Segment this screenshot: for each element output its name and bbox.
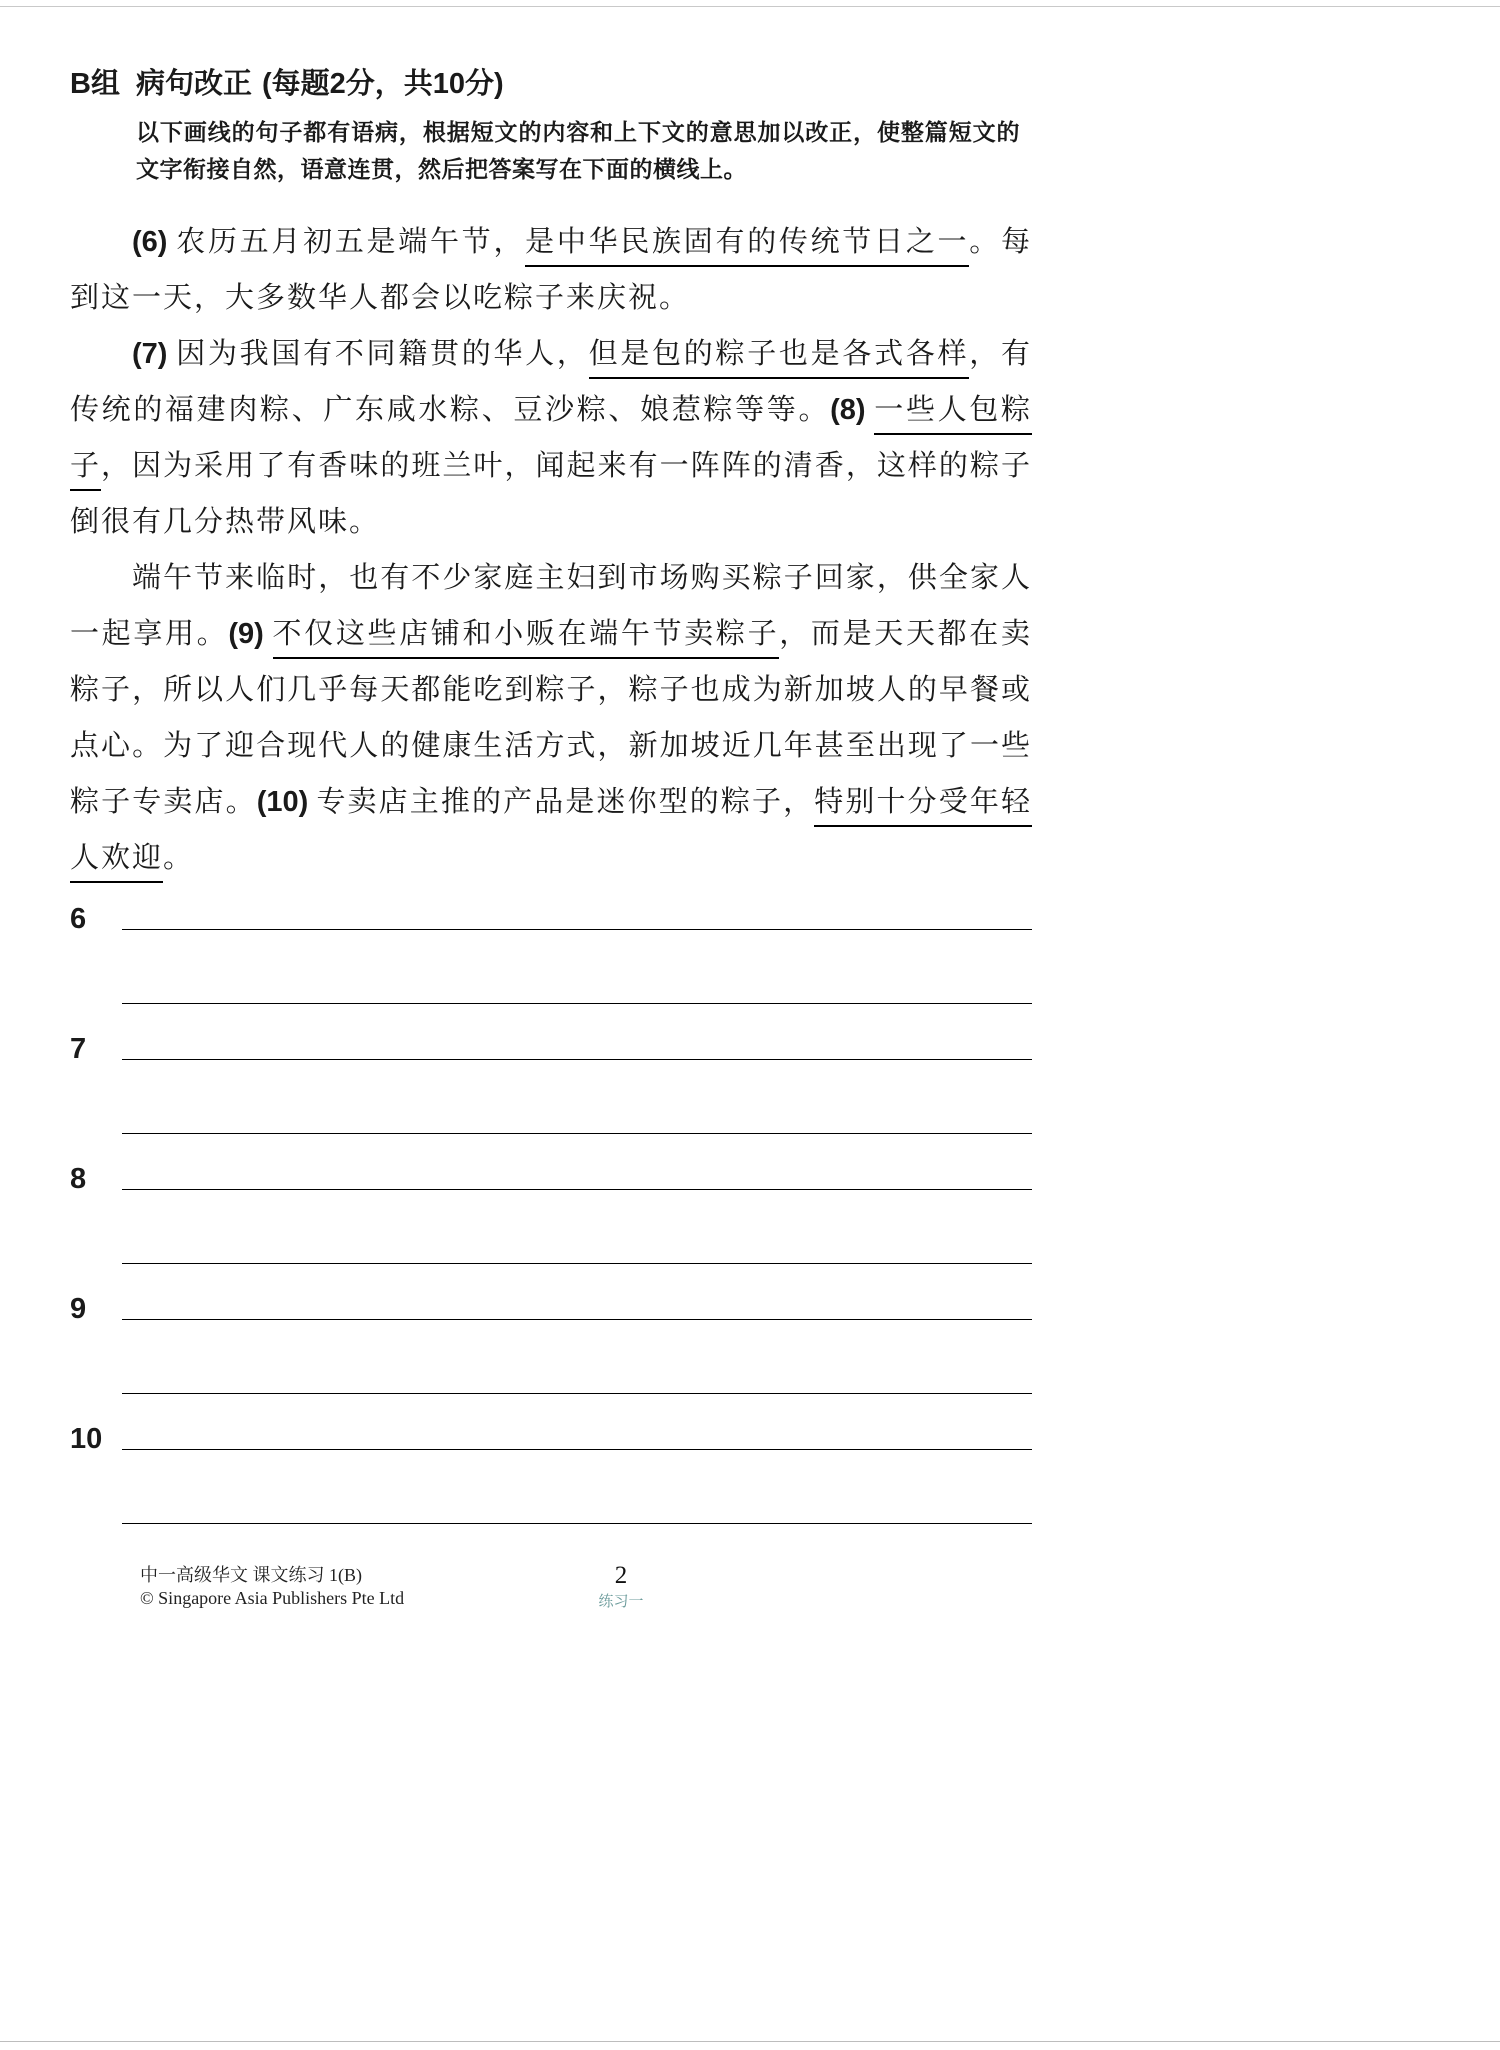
answer-blank-line bbox=[122, 1190, 1032, 1264]
answer-lines bbox=[122, 1162, 1032, 1264]
underlined-error-phrase: 特别十分受年轻人欢迎 bbox=[70, 786, 1032, 883]
answer-item bbox=[70, 1292, 1032, 1394]
answer-blank-line bbox=[122, 1320, 1032, 1394]
passage-text: 农历五月初五是端午节， bbox=[176, 226, 526, 258]
footer-center-block bbox=[140, 1562, 1102, 1611]
page-content bbox=[70, 64, 1032, 1610]
underlined-error-phrase: 不仅这些店铺和小贩在端午节卖粽子 bbox=[273, 618, 780, 659]
question-number-marker: (6) bbox=[132, 226, 177, 258]
section-points: (每题2分，共10分) bbox=[261, 68, 504, 100]
underlined-error-phrase: 是中华民族固有的传统节日之一 bbox=[525, 226, 969, 267]
passage-text: 。 bbox=[163, 842, 195, 874]
answer-blank-line bbox=[122, 1060, 1032, 1134]
underlined-error-phrase: 但是包的粽子也是各式各样 bbox=[589, 338, 970, 379]
question-number-marker: (8) bbox=[830, 394, 875, 426]
instructions-text: 以下画线的句子都有语病，根据短文的内容和上下文的意思加以改正，使整篇短文的文字衔接自然，语意连贯，然后把答案写在下面的横线上。 bbox=[136, 119, 1020, 182]
section-group-label: B组 bbox=[70, 68, 120, 100]
answer-blank-line bbox=[122, 1450, 1032, 1524]
passage-paragraph bbox=[70, 326, 1032, 550]
answer-item bbox=[70, 902, 1032, 1004]
answer-item bbox=[70, 1032, 1032, 1134]
section-header bbox=[70, 64, 1032, 104]
page-number: 2 bbox=[614, 1562, 628, 1589]
passage-text: 因为我国有不同籍贯的华人， bbox=[176, 338, 589, 370]
passage-paragraph bbox=[70, 550, 1032, 886]
answer-number: 9 bbox=[70, 1293, 87, 1325]
passage-text: 。每到这一天，大多数华人都会以吃粽子来庆祝。 bbox=[70, 226, 1032, 314]
answer-blank-line bbox=[122, 902, 1032, 930]
answer-blank-line bbox=[122, 930, 1032, 1004]
footer-book-title: 中一高级华文 课文练习 1(B) bbox=[140, 1565, 362, 1585]
passage-text: 专卖店主推的产品是迷你型的粽子， bbox=[316, 786, 815, 818]
underlined-error-phrase: 一些人包粽子 bbox=[70, 394, 1032, 491]
answer-number: 10 bbox=[70, 1423, 103, 1455]
page-footer bbox=[140, 1562, 1102, 1622]
answer-number: 7 bbox=[70, 1033, 87, 1065]
question-number-marker: (7) bbox=[132, 338, 177, 370]
scan-edge-bottom bbox=[0, 2041, 1500, 2042]
exercise-label: 练习一 bbox=[598, 1594, 644, 1610]
answer-blank-line bbox=[122, 1422, 1032, 1450]
question-number-marker: (10) bbox=[256, 786, 317, 818]
answer-section bbox=[70, 902, 1032, 1524]
passage-text: ，有传统的福建肉粽、广东咸水粽、豆沙粽、娘惹粽等等。 bbox=[70, 338, 1032, 426]
answer-lines bbox=[122, 1032, 1032, 1134]
question-number-marker: (9) bbox=[228, 618, 273, 650]
passage-text: ，而是天天都在卖粽子，所以人们几乎每天都能吃到粽子，粽子也成为新加坡人的早餐或点心。为了迎合现代人的健康生活方式，新加坡近几年甚至出现了一些粽子专卖店。 bbox=[70, 618, 1032, 818]
answer-blank-line bbox=[122, 1292, 1032, 1320]
answer-item bbox=[70, 1162, 1032, 1264]
passage-text: ，因为采用了有香味的班兰叶，闻起来有一阵阵的清香，这样的粽子倒很有几分热带风味。 bbox=[70, 450, 1032, 538]
answer-lines bbox=[122, 902, 1032, 1004]
section-title: 病句改正 bbox=[135, 68, 252, 100]
footer-copyright: © Singapore Asia Publishers Pte Ltd bbox=[140, 1588, 405, 1608]
passage bbox=[70, 214, 1032, 886]
answer-item bbox=[70, 1422, 1032, 1524]
answer-lines bbox=[122, 1422, 1032, 1524]
answer-number: 8 bbox=[70, 1163, 87, 1195]
answer-number: 6 bbox=[70, 903, 87, 935]
answer-blank-line bbox=[122, 1032, 1032, 1060]
answer-lines bbox=[122, 1292, 1032, 1394]
answer-blank-line bbox=[122, 1162, 1032, 1190]
passage-text: 端午节来临时，也有不少家庭主妇到市场购买粽子回家，供全家人一起享用。 bbox=[70, 562, 1032, 650]
scan-edge-top bbox=[0, 6, 1500, 7]
passage-paragraph bbox=[70, 214, 1032, 326]
